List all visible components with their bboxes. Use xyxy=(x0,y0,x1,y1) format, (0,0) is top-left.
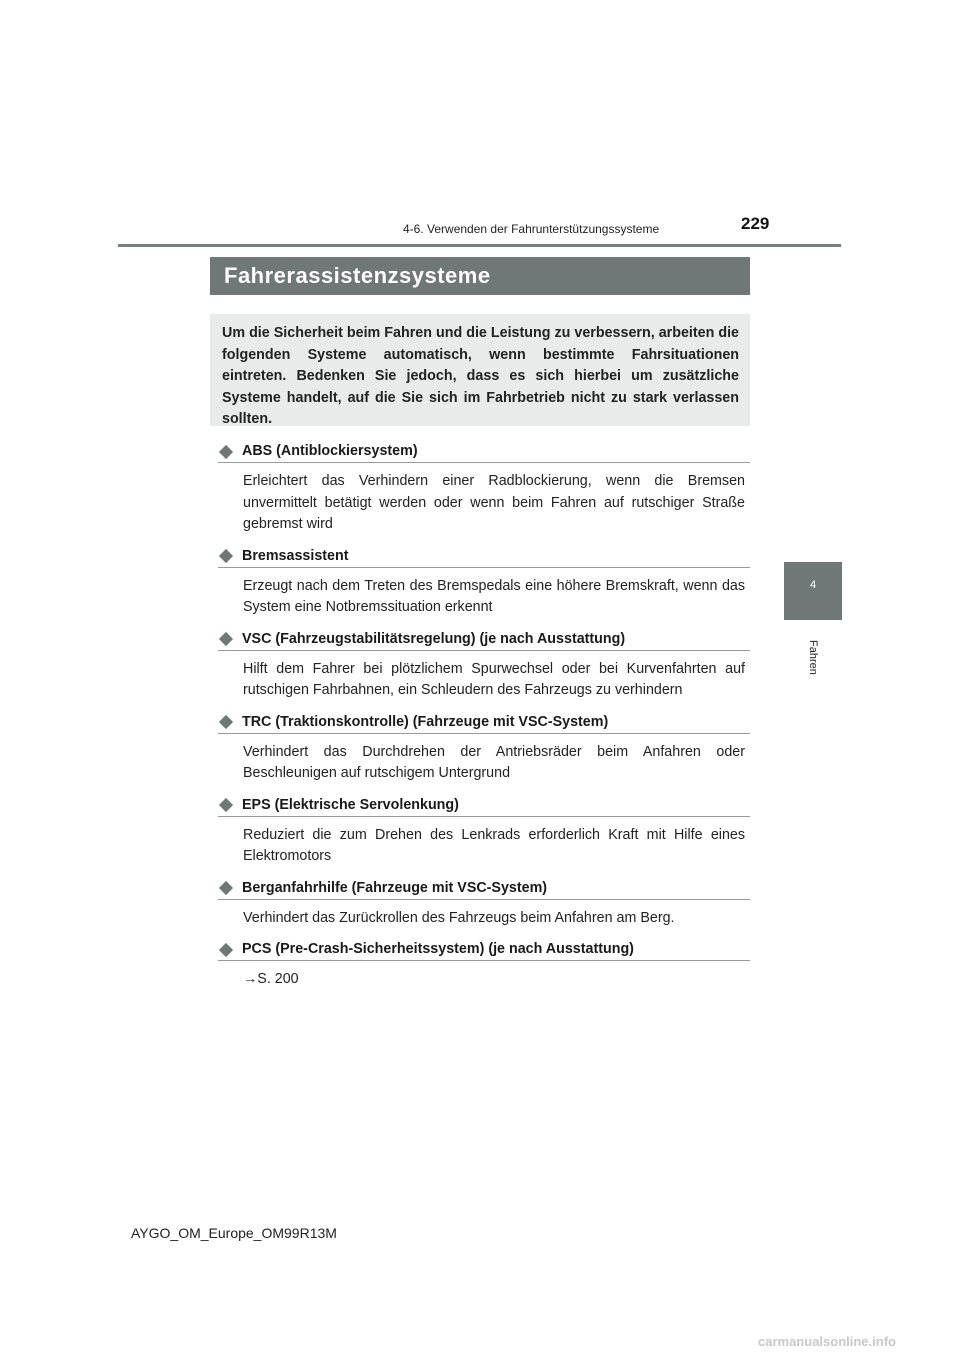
chapter-label: Fahren xyxy=(807,640,819,675)
diamond-bullet-icon xyxy=(219,943,232,956)
item-heading xyxy=(218,441,750,463)
list-item xyxy=(218,939,750,1001)
header-divider xyxy=(118,244,841,247)
item-description: Verhindert das Durchdrehen der Antriebsräder beim Anfahren oder Beschleunigen auf rutschigem Untergrund xyxy=(243,743,745,781)
item-heading xyxy=(218,629,750,651)
diamond-bullet-icon xyxy=(219,633,232,646)
item-heading-text: EPS (Elektrische Servolenkung) xyxy=(242,796,459,813)
page-number: 229 xyxy=(741,214,770,233)
item-heading-text: TRC (Traktionskontrolle) (Fahrzeuge mit VSC-System) xyxy=(242,713,609,730)
diamond-bullet-icon xyxy=(219,882,232,895)
list-item xyxy=(218,441,750,546)
item-heading-text: ABS (Antiblockiersystem) xyxy=(242,443,418,459)
item-description: Erleichtert das Verhindern einer Radblockierung, wenn die Bremsen unvermittelt betätigt werden oder wenn beim Fahren auf rutschiger Straße gebremst wird xyxy=(243,473,745,532)
list-item xyxy=(218,712,750,795)
diamond-bullet-icon xyxy=(219,550,232,563)
item-heading-text: Bremsassistent xyxy=(242,547,349,564)
item-description: Verhindert das Zurückrollen des Fahrzeugs beim Anfahren am Berg. xyxy=(243,909,675,926)
chapter-tab xyxy=(784,562,842,620)
item-description: Reduziert die zum Drehen des Lenkrads erforderlich Kraft mit Hilfe eines Elektromotors xyxy=(243,826,745,864)
section-heading: 4-6. Verwenden der Fahrunterstützungssysteme xyxy=(403,222,660,236)
diamond-bullet-icon xyxy=(219,799,232,812)
item-heading xyxy=(218,712,750,734)
chapter-number: 4 xyxy=(809,579,817,591)
page-title: Fahrerassistenzsysteme xyxy=(210,257,750,295)
list-item xyxy=(218,546,750,629)
diamond-bullet-icon xyxy=(219,716,232,729)
diamond-bullet-icon xyxy=(219,445,232,458)
list-item xyxy=(218,795,750,878)
document-code: AYGO_OM_Europe_OM99R13M xyxy=(131,1225,337,1241)
item-heading-text: Berganfahrhilfe (Fahrzeuge mit VSC-System) xyxy=(242,879,548,896)
watermark: carmanualsonline.info xyxy=(758,1334,896,1349)
item-description: Erzeugt nach dem Treten des Bremspedals eine höhere Bremskraft, wenn das System eine Notbremssituation erkennt xyxy=(243,577,745,615)
item-heading-text: VSC (Fahrzeugstabilitätsregelung) (je nach Ausstattung) xyxy=(242,630,626,647)
intro-box: Um die Sicherheit beim Fahren und die Leistung zu verbessern, arbeiten die folgenden Systeme automatisch, wenn bestimmte Fahrsituationen eintreten. Bedenken Sie jedoch, dass es sich hierbei um zusätzliche Systeme handelt, auf die Sie sich im Fahrbetrieb nicht zu stark verlassen sollten. xyxy=(210,314,750,426)
list-item xyxy=(218,878,750,940)
page-reference-link[interactable]: →S. 200 xyxy=(243,971,299,987)
item-heading xyxy=(218,795,750,817)
item-description: Hilft dem Fahrer bei plötzlichem Spurwechsel oder bei Kurvenfahrten auf rutschigen Fahrbahnen, ein Schleudern des Fahrzeugs zu verhindern xyxy=(243,660,745,698)
item-heading xyxy=(218,546,750,568)
feature-list xyxy=(218,441,750,1001)
list-item xyxy=(218,629,750,712)
item-heading xyxy=(218,878,750,900)
item-heading-text: PCS (Pre-Crash-Sicherheitssystem) (je nach Ausstattung) xyxy=(242,941,634,957)
item-heading xyxy=(218,939,750,961)
